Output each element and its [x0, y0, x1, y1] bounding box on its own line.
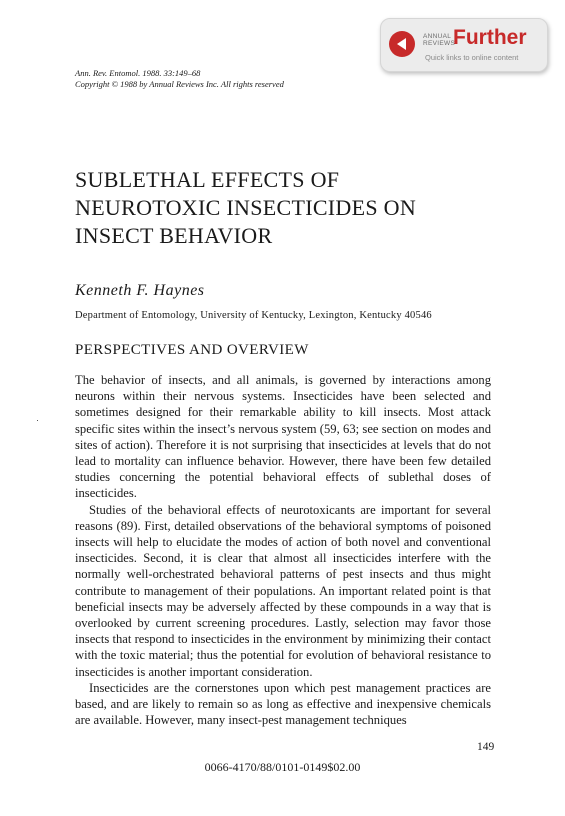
badge-annual-label: ANNUAL	[423, 33, 452, 40]
badge-subtitle: Quick links to online content	[425, 53, 519, 62]
further-badge[interactable]	[380, 18, 548, 72]
badge-reviews-label: REVIEWS	[423, 40, 456, 47]
author-affiliation: Department of Entomology, University of Kentucky, Lexington, Kentucky 40546	[75, 310, 432, 321]
scan-speck	[37, 420, 38, 421]
author-name: Kenneth F. Haynes	[75, 282, 205, 299]
body-paragraph: The behavior of insects, and all animals, is governed by interactions among neurons within their nervous systems. Insecticides have been selected and sometimes designed for their remarkable ability to kill insects. Most attack specific sites within the insect’s nervous system (59, 63; see section on modes and sites of action). Therefore it is not surprising that insecticides at levels that do not lead to mortality can influence behavior. However, there have been few detailed studies concerning the potential behavioral effects of sublethal doses of insecticides.	[75, 373, 491, 501]
copyright-notice: Copyright © 1988 by Annual Reviews Inc. All rights reserved	[75, 79, 284, 89]
title-line: INSECT BEHAVIOR	[75, 223, 273, 248]
article-code: 0066-4170/88/0101-0149$02.00	[204, 760, 361, 774]
title-line: SUBLETHAL EFFECTS OF	[75, 167, 340, 192]
article-body	[75, 372, 491, 728]
badge-title: Further	[453, 26, 527, 49]
journal-citation: Ann. Rev. Entomol. 1988. 33:149–68	[75, 68, 201, 78]
title-line: NEUROTOXIC INSECTICIDES ON	[75, 195, 417, 220]
annual-reviews-logo-icon	[389, 31, 415, 57]
page-number: 149	[477, 741, 495, 753]
section-heading: PERSPECTIVES AND OVERVIEW	[75, 342, 309, 358]
body-paragraph: Studies of the behavioral effects of neurotoxicants are important for several reasons (89). First, detailed observations of the behavioral symptoms of poisoned insects will help to elucidate the modes of action of both novel and conventional insecticides. Second, it is clear that almost all insecticides interfere with the normally well-orchestrated behavioral patterns of pest insects and thus might contribute to management of their populations. An important related point is that beneficial insects may be adversely affected by these compounds in a way that is overlooked by current screening procedures. Lastly, selection may favor those insects that respond to insecticides in the environment by minimizing their contact with the toxic material; thus the potential for evolution of behavioral resistance to insecticides is another important consideration.	[75, 502, 491, 679]
body-paragraph: Insecticides are the cornerstones upon which pest management practices are based, and are likely to remain so as long as effective and inexpensive chemicals are available. However, many insect-pest management techniques	[75, 680, 491, 728]
article-title	[75, 166, 495, 250]
